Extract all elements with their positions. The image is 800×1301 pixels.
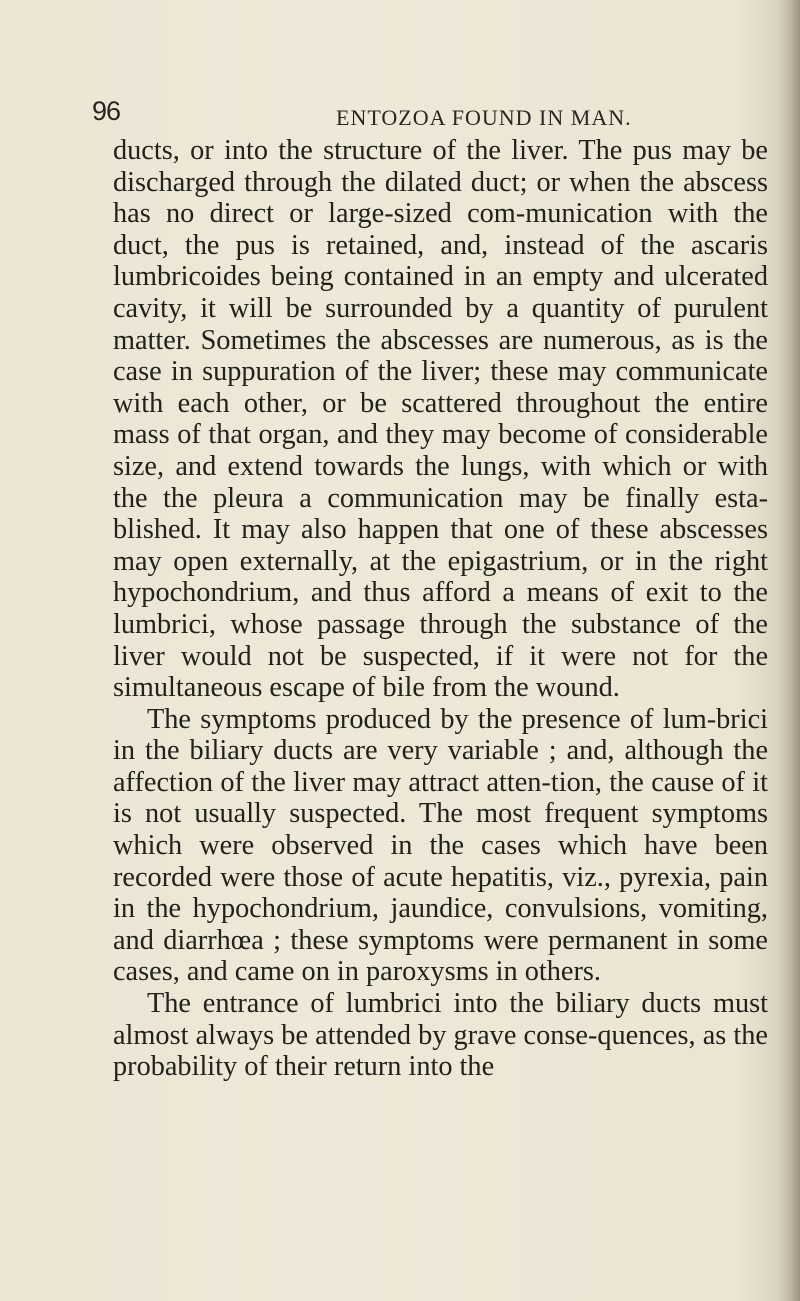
page-number: 96: [92, 96, 121, 126]
paragraph-1: ducts, or into the structure of the liver. The pus may be discharged through the dilated duct; or when the abscess has no direct or large-sized com-munication with the duct, the pus is retained, and, instead of the ascaris lumbricoides being contained in an empty and ulcerated cavity, it will be surrounded by a quantity of purulent matter. Sometimes the abscesses are numerous, as is the case in suppuration of the liver; these may communicate with each other, or be scattered throughout the entire mass of that organ, and they may become of considerable size, and extend towards the lungs, with which or with the the pleura a communication may be finally esta-blished. It may also happen that one of these abscesses may open externally, at the epigastrium, or in the right hypochondrium, and thus afford a means of exit to the lumbrici, whose passage through the substance of the liver would not be suspected, if it were not for the simultaneous escape of bile from the wound.: [113, 135, 768, 704]
body-text: [113, 135, 768, 1083]
running-head: ENTOZOA FOUND IN MAN.: [336, 105, 632, 130]
page-header: [92, 96, 732, 136]
paragraph-2: The symptoms produced by the presence of lum-brici in the biliary ducts are very variable ; and, although the affection of the liver may attract atten-tion, the cause of it is not usually suspected. The most frequent symptoms which were observed in the cases which have been recorded were those of acute hepatitis, viz., pyrexia, pain in the hypochondrium, jaundice, convulsions, vomiting, and diarrhœa ; these symptoms were permanent in some cases, and came on in paroxysms in others.: [113, 703, 768, 988]
page-edge-shadow: [778, 0, 800, 1301]
paragraph-3: The entrance of lumbrici into the biliary ducts must almost always be attended by grave conse-quences, as the probability of their return into the: [113, 988, 768, 1083]
